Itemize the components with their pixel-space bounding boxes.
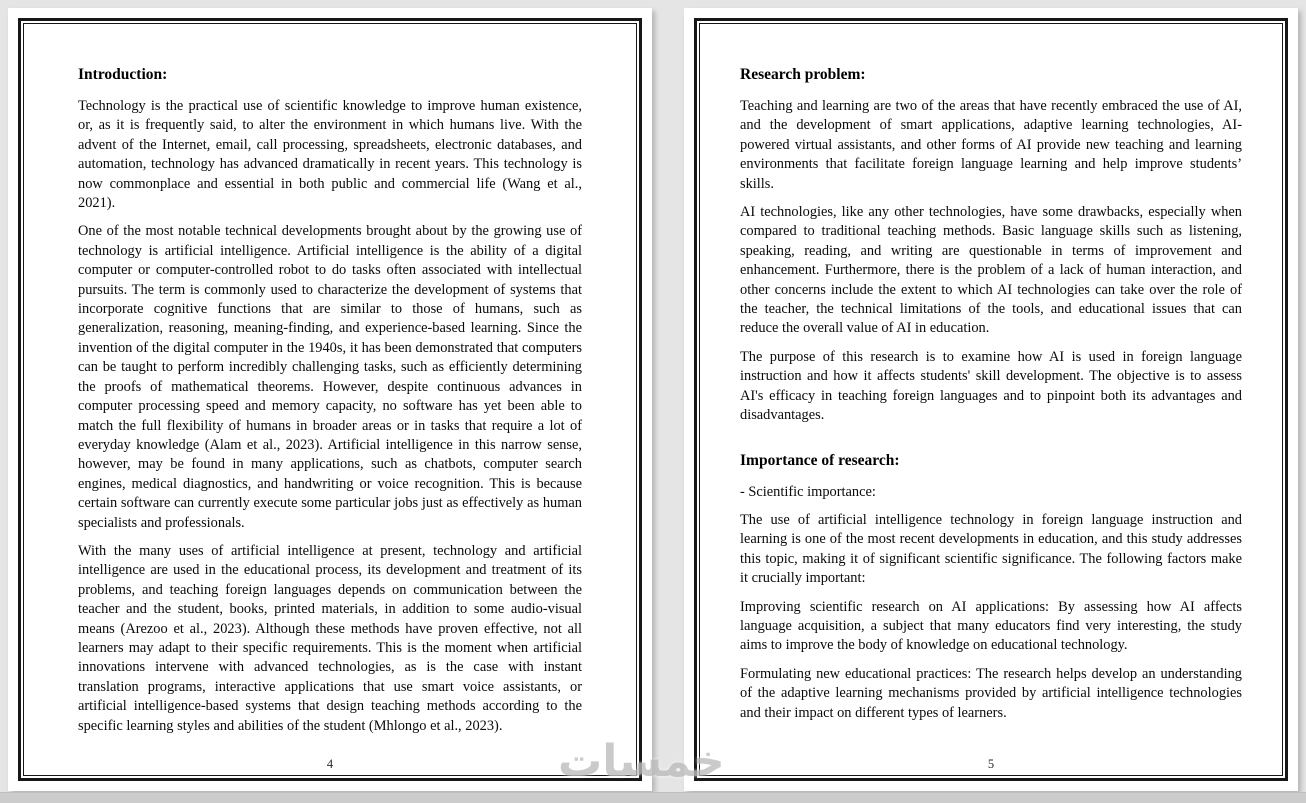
paragraph: Technology is the practical use of scientific knowledge to improve human existence, or, as it is frequently said, to alter the environment in which humans live. With the advent of the Internet, email, call processing, spreadsheets, electronic databases, and automation, technology has advanced dramatically in recent years. This technology is now commonplace and essential in both public and commercial life (Wang et al., 2021).	[78, 98, 582, 212]
subheading-scientific-importance: - Scientific importance:	[740, 483, 876, 500]
heading-research-problem: Research problem:	[740, 66, 866, 83]
heading-importance-of-research: Importance of research:	[740, 451, 900, 469]
paragraph: The purpose of this research is to examine how AI is used in foreign language instruction and how it affects students' skill development. The objective is to assess AI's efficacy in teaching foreign languages and to pinpoint both its advantages and disadvantages.	[740, 348, 1242, 424]
paragraph: AI technologies, like any other technologies, have some drawbacks, especially when compared to traditional teaching methods. Basic language skills such as listening, speaking, reading, and writing are questionable in terms of improvement and enhancement. Furthermore, there is the problem of a lack of human interaction, and other concerns include the extent to which AI technologies can take over the role of the teacher, the technical limitations of the tools, and educational issues that can reduce the overall value of AI in education.	[740, 204, 1242, 337]
page-number: 5	[987, 757, 995, 771]
page-number: 4	[326, 757, 334, 771]
paragraph: The use of artificial intelligence technology in foreign language instruction and learning is one of the most recent developments in education, and this study addresses this topic, making it of significant scientific significance. The following factors make it crucially important:	[740, 511, 1242, 587]
heading-introduction: Introduction:	[78, 66, 168, 83]
page-border-outer	[694, 18, 1288, 781]
paragraph: One of the most notable technical developments brought about by the growing use of technology is artificial intelligence. Artificial intelligence is the ability of a digital computer or computer-controlled robot to do tasks often associated with intellectual pursuits. The term is commonly used to characterize the development of systems that incorporate cognitive functions that are similar to those of humans, such as generalization, reasoning, meaning-finding, and experience-based learning. Since the invention of the digital computer in the 1940s, it has been demonstrated that computers can be taught to perform incredibly challenging tasks, such as efficiently determining the proofs of mathematical theorems. However, despite continuous advances in computer processing speed and memory capacity, no software has yet been able to match the full flexibility of humans in broader areas or in tasks that require a lot of everyday knowledge (Alam et al., 2023). Artificial intelligence in this narrow sense, however, may be found in many applications, such as chatbots, computer search engines, medical diagnostics, and handwriting or voice recognition. This is because certain software can currently execute some particular jobs just as effectively as human specialists and professionals.	[78, 223, 582, 531]
paragraph: Formulating new educational practices: The research helps develop an understanding of the adaptive learning mechanisms provided by artificial intelligence technologies and their impact on different types of learners.	[740, 665, 1242, 721]
page-4	[8, 8, 652, 791]
paragraph: With the many uses of artificial intelligence at present, technology and artificial intelligence are used in the educational process, its development and treatment of its problems, and teaching foreign languages depends on communication between the teacher and the student, books, printed materials, in addition to some audio-visual means (Arezoo et al., 2023). Although these methods have proven effective, not all learners may adapt to their specific requirements. This is the moment when artificial innovations intervene with advanced technologies, as is the case with instant translation programs, interactive applications that use smart voice assistants, or artificial intelligence-based systems that design teaching methods according to the specific learning styles and abilities of the student (Mhlongo et al., 2023).	[78, 542, 582, 734]
watermark-khamsat: خمسات	[558, 736, 725, 787]
page-border-inner	[699, 23, 1283, 776]
page-border-outer	[18, 18, 642, 781]
page-5	[684, 8, 1298, 791]
bottom-edge	[0, 792, 1306, 803]
page-border-inner	[23, 23, 637, 776]
paragraph: Improving scientific research on AI applications: By assessing how AI affects language acquisition, a subject that many educators find very interesting, the study aims to improve the body of knowledge on educational technology.	[740, 598, 1242, 654]
paragraph: Teaching and learning are two of the areas that have recently embraced the use of AI, and the development of smart applications, adaptive learning technologies, AI-powered virtual assistants, and other forms of AI provide new teaching and learning environments that facilitate foreign language learning and help improve students’ skills.	[740, 98, 1242, 192]
